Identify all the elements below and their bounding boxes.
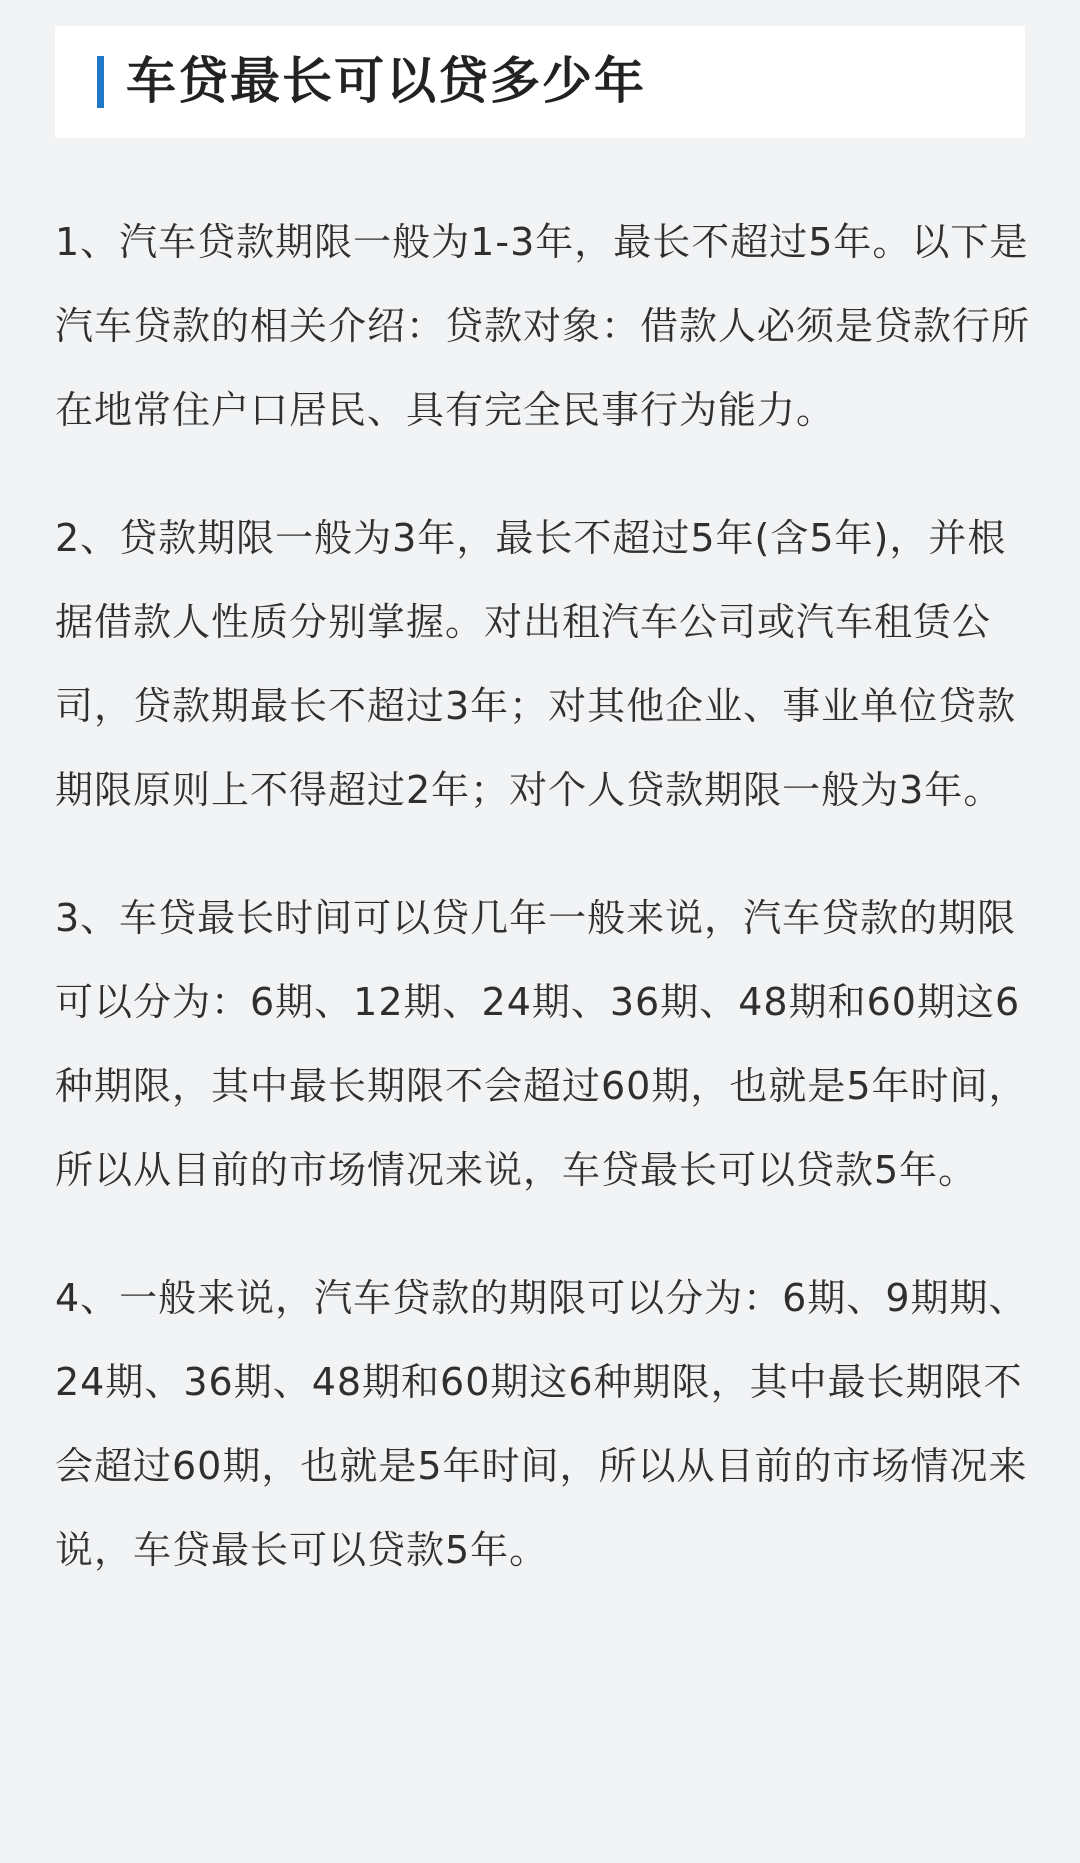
article-content [55,200,1030,1592]
title-card [55,26,1025,138]
paragraph-1: 1、汽车贷款期限一般为1-3年，最长不超过5年。以下是汽车贷款的相关介绍：贷款对象：借款人必须是贷款行所在地常住户口居民、具有完全民事行为能力。 [55,220,1031,432]
page-title: 车贷最长可以贷多少年 [126,52,646,110]
paragraph-2: 2、贷款期限一般为3年，最长不超过5年(含5年)，并根据借款人性质分别掌握。对出租汽车公司或汽车租赁公司，贷款期最长不超过3年；对其他企业、事业单位贷款期限原则上不得超过2年；对个人贷款期限一般为3年。 [55,516,1017,812]
paragraph-4: 4、一般来说，汽车贷款的期限可以分为：6期、9期期、24期、36期、48期和60期这6种期限，其中最长期限不会超过60期，也就是5年时间，所以从目前的市场情况来说，车贷最长可以贷款5年。 [55,1276,1028,1572]
paragraph-3: 3、车贷最长时间可以贷几年一般来说，汽车贷款的期限可以分为：6期、12期、24期、36期、48期和60期这6种期限，其中最长期限不会超过60期，也就是5年时间，所以从目前的市场情况来说，车贷最长可以贷款5年。 [55,896,1028,1192]
title-accent-bar [97,56,104,108]
